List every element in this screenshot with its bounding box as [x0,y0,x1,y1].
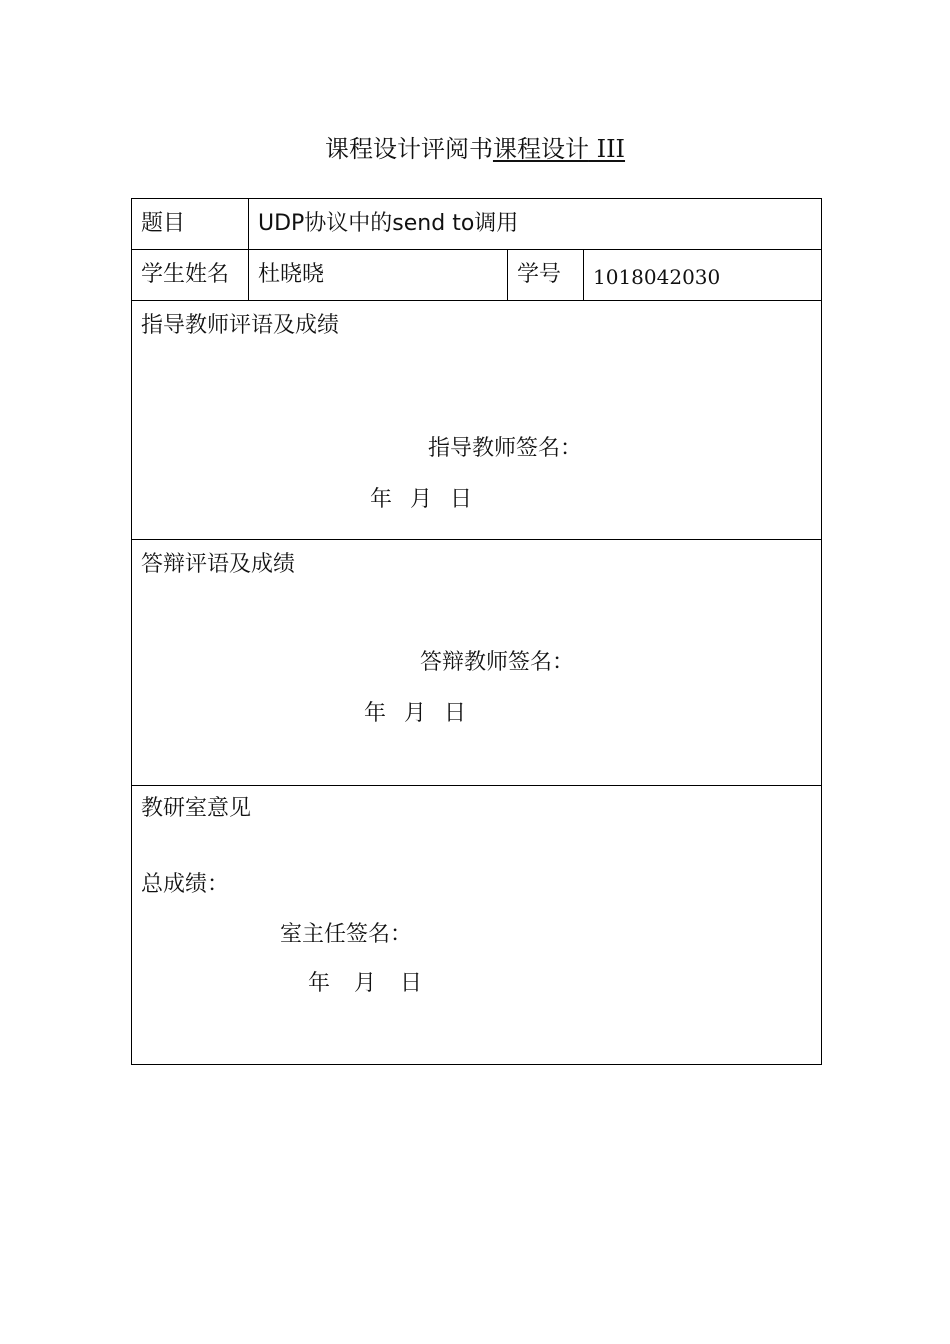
department-signature-label: 室主任签名： [280,922,413,947]
advisor-date [370,485,472,515]
defense-signature-label: 答辩教师签名： [420,650,575,675]
title-course-name [493,135,625,163]
student-row [132,250,821,301]
student-id-label: 学号 [507,250,583,300]
advisor-section-label: 指导教师评语及成绩 [141,313,340,338]
advisor-month: 月 [410,487,433,512]
topic-value: UDP协议中的send to调用 [248,199,821,249]
student-name-label: 学生姓名 [141,262,230,287]
topic-label: 题目 [141,211,186,236]
title-course-roman: III [588,135,626,163]
student-id-value: 1018042030 [583,250,821,300]
review-form-table [131,198,822,1065]
title-prefix: 课程设计评阅书 [324,135,493,163]
page-title [0,132,950,166]
defense-date [364,699,466,729]
student-name-value: 杜晓晓 [248,250,507,300]
topic-row [132,199,821,250]
total-score-label: 总成绩： [141,872,230,897]
defense-day: 日 [444,701,467,726]
defense-month: 月 [404,701,427,726]
department-year: 年 [308,971,331,996]
advisor-signature-label: 指导教师签名： [428,436,583,461]
defense-section [132,540,821,786]
defense-year: 年 [364,701,387,726]
defense-section-label: 答辩评语及成绩 [141,552,296,577]
department-month: 月 [354,971,377,996]
department-date [308,969,422,999]
department-section [132,786,821,1064]
department-day: 日 [400,971,423,996]
department-section-label: 教研室意见 [141,796,252,821]
title-course-cn: 课程设计 [492,135,589,163]
advisor-section [132,301,821,540]
advisor-year: 年 [370,487,393,512]
advisor-day: 日 [450,487,473,512]
